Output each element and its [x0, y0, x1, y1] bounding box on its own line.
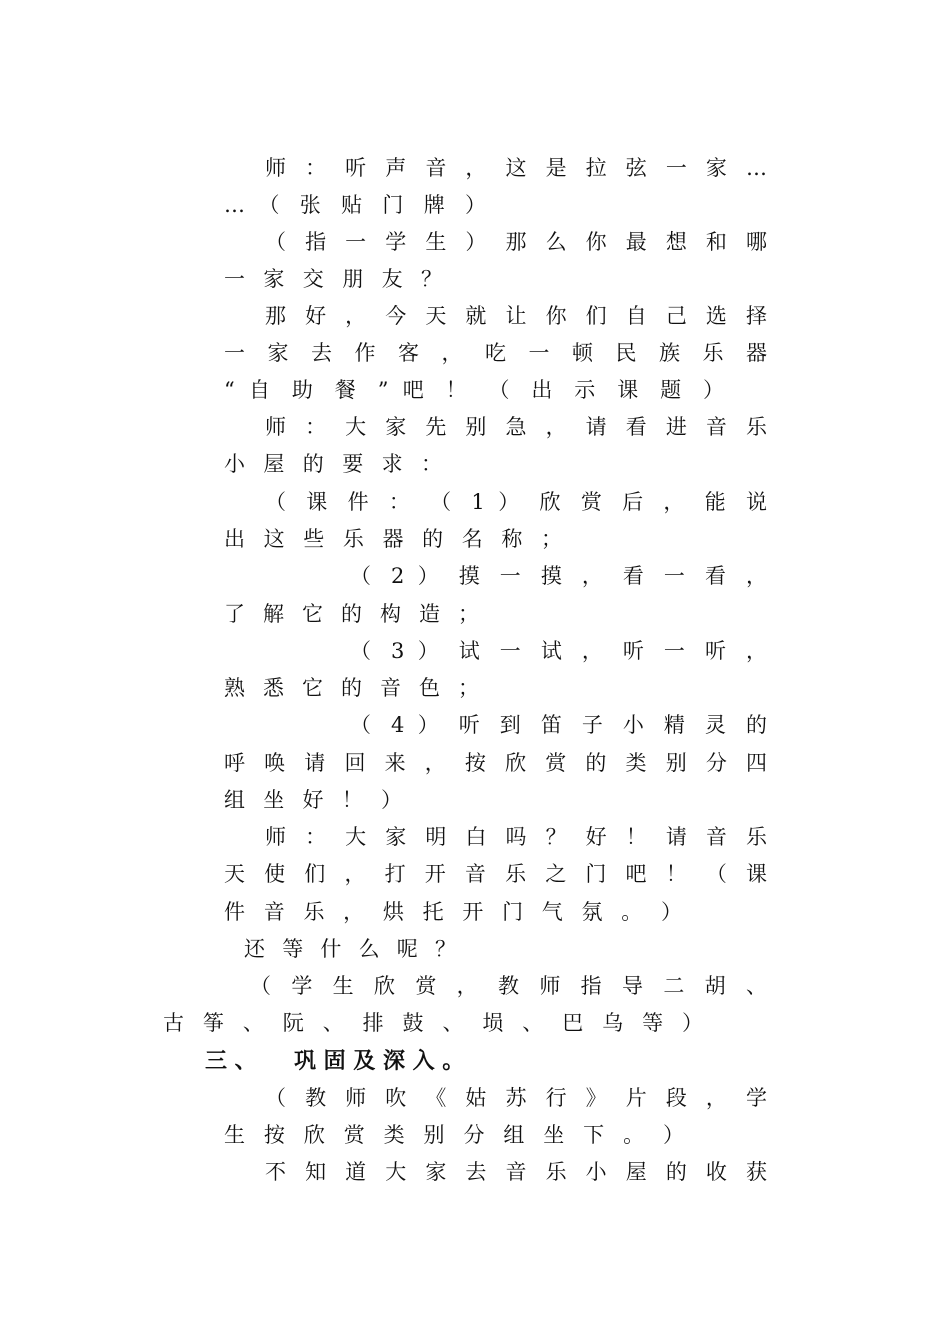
- text-line: 师 ： 大 家 先 别 急 ， 请 看 进 音 乐: [265, 415, 767, 439]
- text-line: 古 筝 、 阮 、 排 鼓 、 埙 、 巴 乌 等 ）: [163, 1011, 703, 1035]
- text-line: 还 等 什 么 呢 ？: [244, 937, 456, 961]
- text-line: 组 坐 好 ！ ）: [224, 788, 402, 812]
- text-line: （ 2 ） 摸 一 摸 ， 看 一 看 ，: [350, 564, 767, 588]
- text-line: 小 屋 的 要 求 ：: [224, 452, 442, 476]
- text-line: 那 好 ， 今 天 就 让 你 们 自 己 选 择: [265, 304, 767, 328]
- text-line: 师 ： 大 家 明 白 吗 ？ 好 ！ 请 音 乐: [265, 825, 767, 849]
- text-line: （ 3 ） 试 一 试 ， 听 一 听 ，: [350, 639, 767, 663]
- text-line: （ 教 师 吹 《 姑 苏 行 》 片 段 ， 学: [265, 1086, 767, 1110]
- text-line: 师 ： 听 声 音 ， 这 是 拉 弦 一 家 …: [265, 156, 767, 180]
- text-line: 了 解 它 的 构 造 ；: [224, 602, 479, 626]
- text-line: （ 4 ） 听 到 笛 子 小 精 灵 的: [350, 713, 767, 737]
- text-line: 天 使 们 ， 打 开 音 乐 之 门 吧 ！ （ 课: [224, 862, 767, 886]
- text-line: … （ 张 贴 门 牌 ）: [224, 193, 486, 217]
- text-line: 生 按 欣 赏 类 别 分 组 坐 下 。 ）: [224, 1123, 684, 1147]
- section-heading: 三 、 巩 固 及 深 入 。: [205, 1048, 465, 1074]
- text-line: 一 家 去 作 客 ， 吃 一 顿 民 族 乐 器: [224, 341, 767, 365]
- text-line: 一 家 交 朋 友 ？: [224, 267, 442, 291]
- text-line: （ 学 生 欣 赏 ， 教 师 指 导 二 胡 、: [250, 974, 767, 998]
- text-line: 件 音 乐 ， 烘 托 开 门 气 氛 。 ）: [224, 900, 682, 924]
- text-line: 不 知 道 大 家 去 音 乐 小 屋 的 收 获: [265, 1160, 767, 1184]
- text-line: 出 这 些 乐 器 的 名 称 ；: [224, 527, 562, 551]
- text-line: （ 指 一 学 生 ） 那 么 你 最 想 和 哪: [265, 230, 767, 254]
- text-line: “ 自 助 餐 ” 吧 ！ （ 出 示 课 题 ）: [224, 378, 724, 402]
- text-line: 熟 悉 它 的 音 色 ；: [224, 676, 479, 700]
- text-line: 呼 唤 请 回 来 ， 按 欣 赏 的 类 别 分 四: [224, 751, 767, 775]
- text-line: （ 课 件 ： （ 1 ） 欣 赏 后 ， 能 说: [265, 490, 767, 514]
